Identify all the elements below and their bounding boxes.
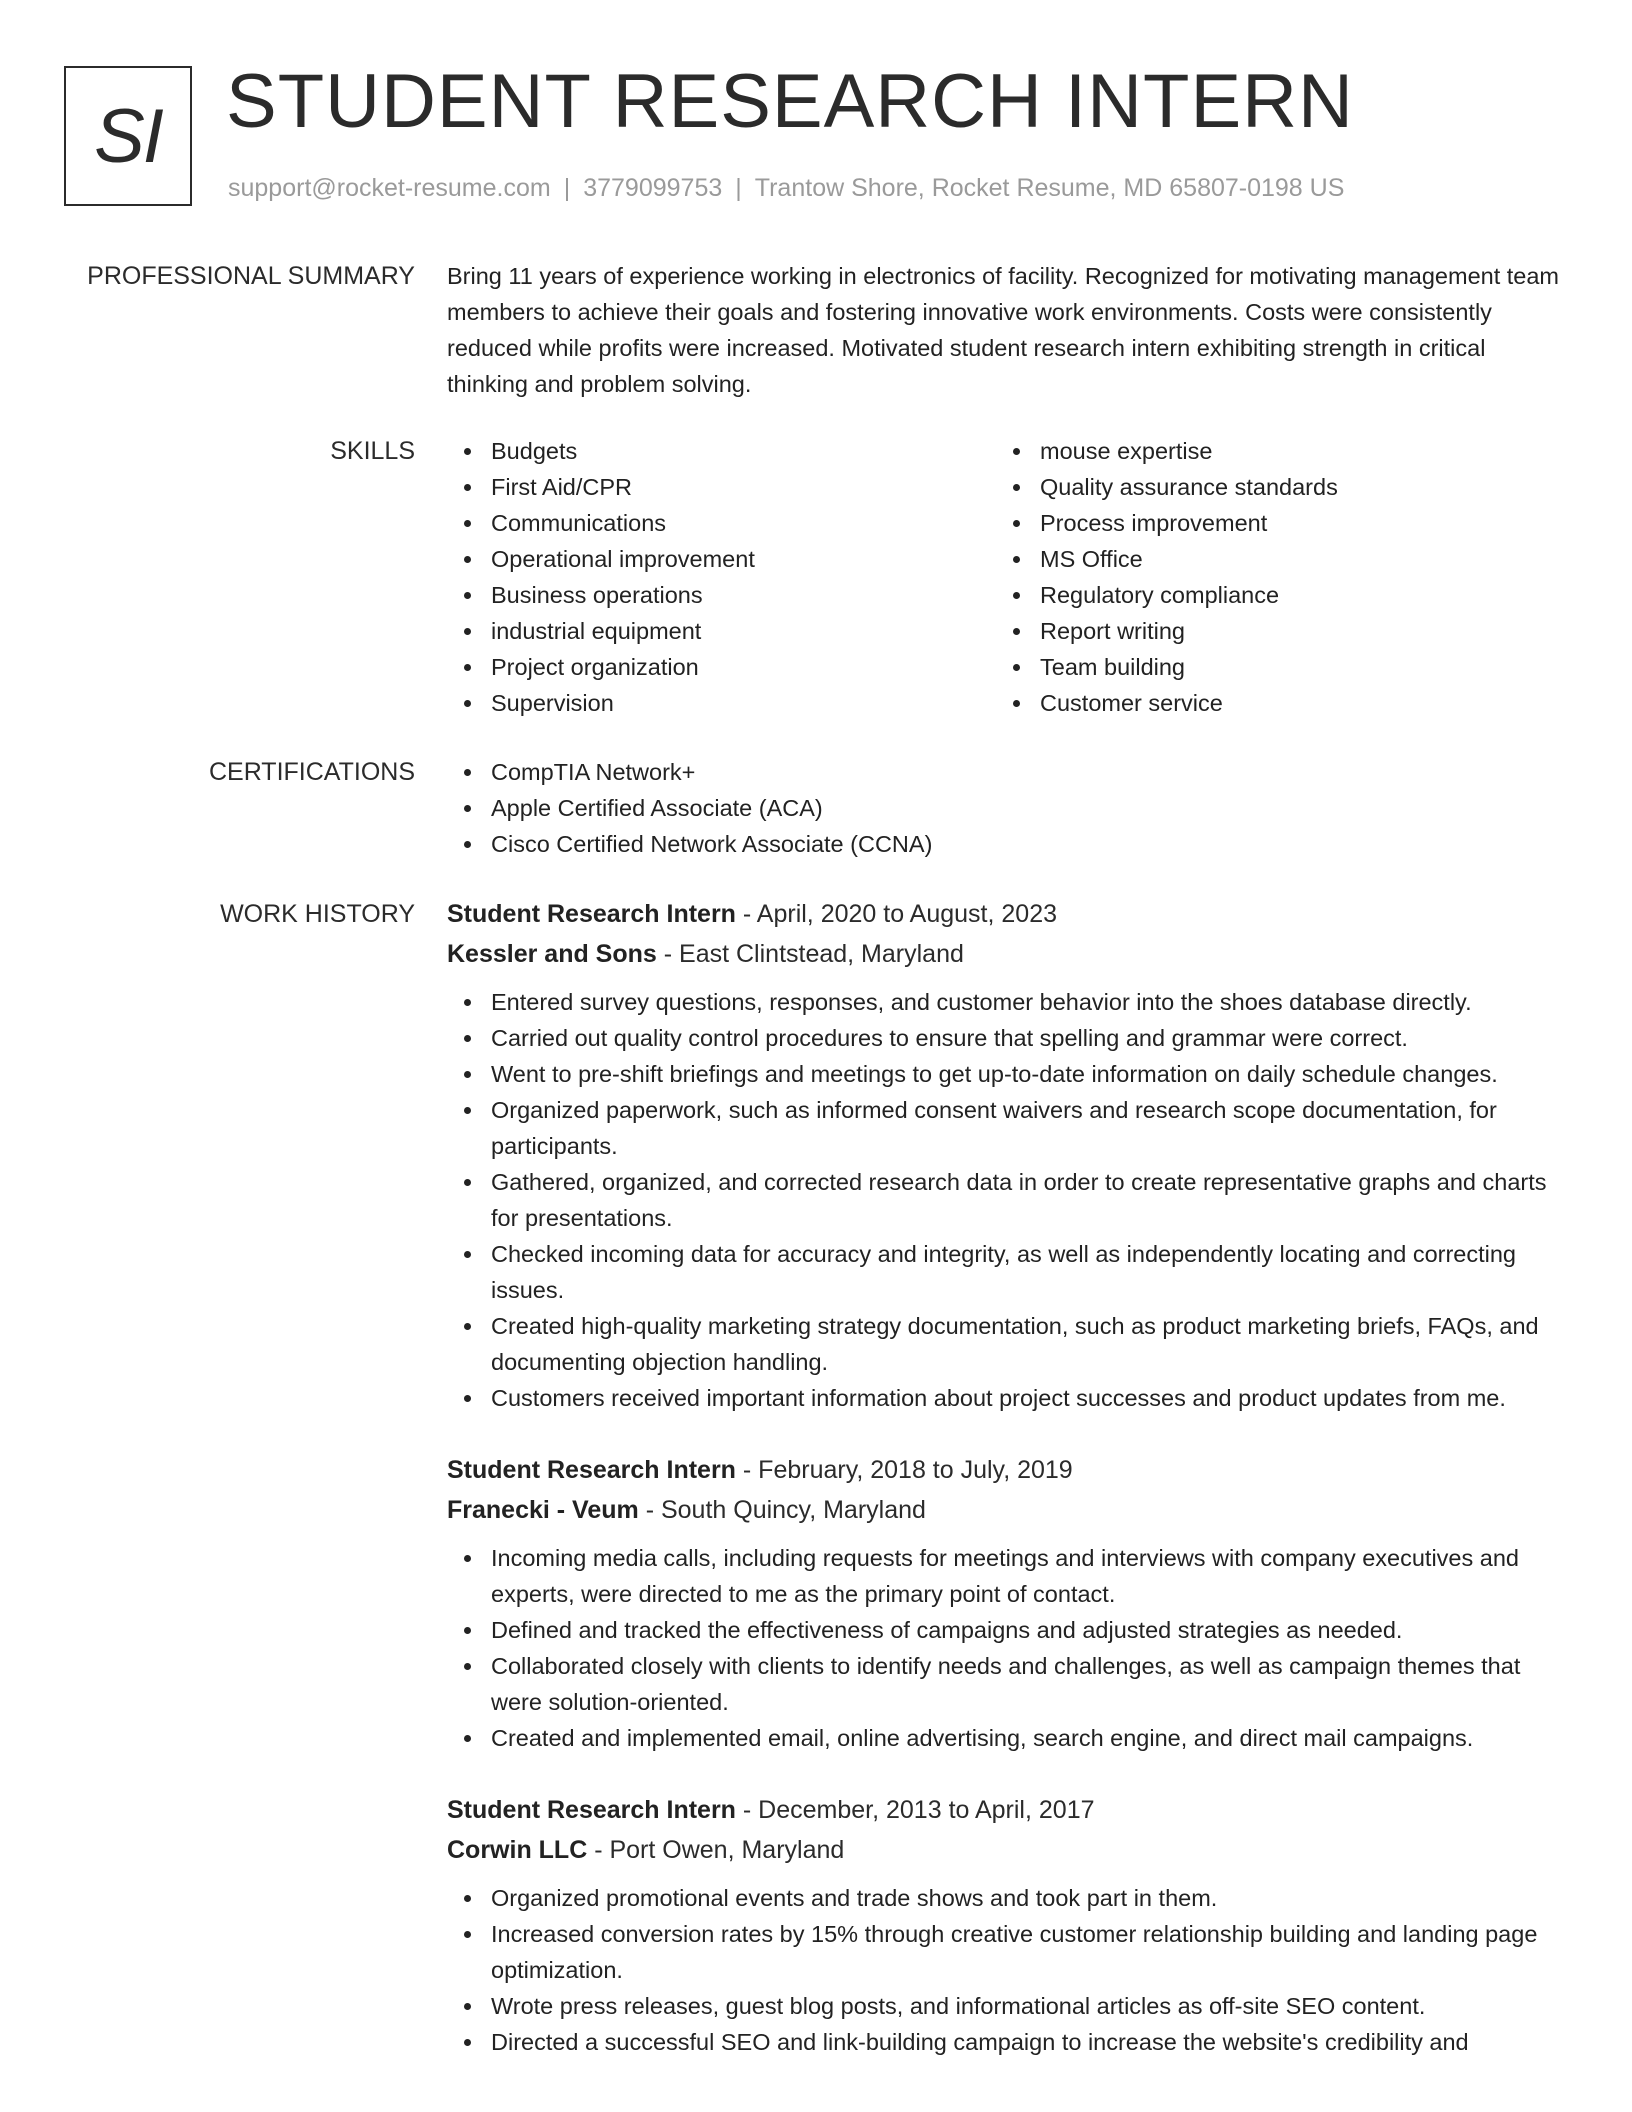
job-duty: Organized paperwork, such as informed consent waivers and research scope documentation, for participants. bbox=[447, 1092, 1565, 1164]
job-duty: Incoming media calls, including requests for meetings and interviews with company executives and experts, were directed to me as the primary point of contact. bbox=[447, 1540, 1565, 1612]
certifications-body bbox=[447, 754, 1565, 862]
skill-item: Budgets bbox=[447, 433, 996, 469]
job-role-line bbox=[447, 894, 1565, 934]
skills-list-right bbox=[996, 433, 1545, 721]
job-company: Kessler and Sons bbox=[447, 940, 657, 968]
job-company-line bbox=[447, 1830, 1565, 1870]
job-role: Student Research Intern bbox=[447, 1796, 736, 1824]
job-dates: - April, 2020 to August, 2023 bbox=[735, 900, 1058, 928]
job-role: Student Research Intern bbox=[447, 1456, 736, 1484]
contact-line bbox=[228, 174, 1344, 203]
skills-heading: SKILLS bbox=[330, 437, 415, 465]
certification-item: Apple Certified Associate (ACA) bbox=[447, 790, 1565, 826]
job-duties-list bbox=[447, 984, 1565, 1416]
job-company: Franecki - Veum bbox=[447, 1496, 639, 1524]
skills-list-left bbox=[447, 433, 996, 721]
contact-email: support@rocket-resume.com bbox=[228, 174, 551, 202]
skills-body bbox=[447, 433, 1565, 721]
skills-columns bbox=[447, 433, 1565, 721]
job-duty: Created high-quality marketing strategy documentation, such as product marketing briefs, FAQs, and documenting objection handling. bbox=[447, 1308, 1565, 1380]
skill-item: Process improvement bbox=[996, 505, 1545, 541]
certification-item: CompTIA Network+ bbox=[447, 754, 1565, 790]
job-entry bbox=[447, 1790, 1565, 2060]
summary-body bbox=[447, 258, 1565, 402]
contact-address: Trantow Shore, Rocket Resume, MD 65807-0198 US bbox=[754, 174, 1345, 202]
job-duty: Organized promotional events and trade shows and took part in them. bbox=[447, 1880, 1565, 1916]
skill-item: First Aid/CPR bbox=[447, 469, 996, 505]
job-duties-list bbox=[447, 1540, 1565, 1756]
job-entry bbox=[447, 894, 1565, 1416]
skill-item: Regulatory compliance bbox=[996, 577, 1545, 613]
skill-item: Team building bbox=[996, 649, 1545, 685]
skill-item: Customer service bbox=[996, 685, 1545, 721]
certifications-heading: CERTIFICATIONS bbox=[208, 758, 415, 786]
monogram-badge bbox=[64, 66, 192, 206]
job-dates: - February, 2018 to July, 2019 bbox=[735, 1456, 1073, 1484]
job-dates: - December, 2013 to April, 2017 bbox=[735, 1796, 1095, 1824]
job-duty: Defined and tracked the effectiveness of campaigns and adjusted strategies as needed. bbox=[447, 1612, 1565, 1648]
skill-item: Business operations bbox=[447, 577, 996, 613]
job-duty: Gathered, organized, and corrected research data in order to create representative graphs and charts for presentations. bbox=[447, 1164, 1565, 1236]
skill-item: MS Office bbox=[996, 541, 1545, 577]
work-history-body bbox=[447, 894, 1565, 2094]
job-duty: Wrote press releases, guest blog posts, and informational articles as off-site SEO content. bbox=[447, 1988, 1565, 2024]
contact-phone: 3779099753 bbox=[583, 174, 723, 202]
resume-name-title: STUDENT RESEARCH INTERN bbox=[226, 59, 1354, 144]
contact-separator: | bbox=[735, 174, 742, 202]
skill-item: Report writing bbox=[996, 613, 1545, 649]
skills-column-left bbox=[447, 433, 996, 721]
summary-heading: PROFESSIONAL SUMMARY bbox=[87, 262, 415, 290]
contact-separator: | bbox=[563, 174, 571, 202]
skill-item: Project organization bbox=[447, 649, 996, 685]
job-company-line bbox=[447, 934, 1565, 974]
job-duty: Increased conversion rates by 15% through creative customer relationship building and landing page optimization. bbox=[447, 1916, 1565, 1988]
job-duty: Collaborated closely with clients to identify needs and challenges, as well as campaign themes that were solution-oriented. bbox=[447, 1648, 1565, 1720]
job-company: Corwin LLC bbox=[447, 1836, 588, 1864]
job-entry bbox=[447, 1450, 1565, 1756]
job-duty: Created and implemented email, online advertising, search engine, and direct mail campaigns. bbox=[447, 1720, 1565, 1756]
job-role: Student Research Intern bbox=[447, 900, 736, 928]
job-location: - East Clintstead, Maryland bbox=[656, 940, 964, 968]
job-role-line bbox=[447, 1450, 1565, 1490]
monogram-initials: SI bbox=[94, 93, 162, 179]
summary-text: Bring 11 years of experience working in electronics of facility. Recognized for motivating management team members to achieve their goals and fostering innovative work environments. Costs were consistently reduced while profits were increased. Motivated student research intern exhibiting strength in critical thinking and problem solving. bbox=[447, 263, 1560, 397]
certification-item: Cisco Certified Network Associate (CCNA) bbox=[447, 826, 1565, 862]
job-company-line bbox=[447, 1490, 1565, 1530]
job-duty: Customers received important information about project successes and product updates from me. bbox=[447, 1380, 1565, 1416]
job-location: - South Quincy, Maryland bbox=[638, 1496, 926, 1524]
job-duty: Directed a successful SEO and link-building campaign to increase the website's credibility and bbox=[447, 2024, 1565, 2060]
skill-item: industrial equipment bbox=[447, 613, 996, 649]
job-duty: Entered survey questions, responses, and customer behavior into the shoes database directly. bbox=[447, 984, 1565, 1020]
job-duty: Went to pre-shift briefings and meetings to get up-to-date information on daily schedule changes. bbox=[447, 1056, 1565, 1092]
job-role-line bbox=[447, 1790, 1565, 1830]
certifications-list bbox=[447, 754, 1565, 862]
skill-item: Communications bbox=[447, 505, 996, 541]
job-duty: Checked incoming data for accuracy and integrity, as well as independently locating and correcting issues. bbox=[447, 1236, 1565, 1308]
skill-item: mouse expertise bbox=[996, 433, 1545, 469]
work-history-heading: WORK HISTORY bbox=[220, 900, 415, 928]
skills-column-right bbox=[996, 433, 1545, 721]
job-location: - Port Owen, Maryland bbox=[587, 1836, 845, 1864]
skill-item: Operational improvement bbox=[447, 541, 996, 577]
job-duties-list bbox=[447, 1880, 1565, 2060]
skill-item: Quality assurance standards bbox=[996, 469, 1545, 505]
skill-item: Supervision bbox=[447, 685, 996, 721]
job-duty: Carried out quality control procedures to ensure that spelling and grammar were correct. bbox=[447, 1020, 1565, 1056]
